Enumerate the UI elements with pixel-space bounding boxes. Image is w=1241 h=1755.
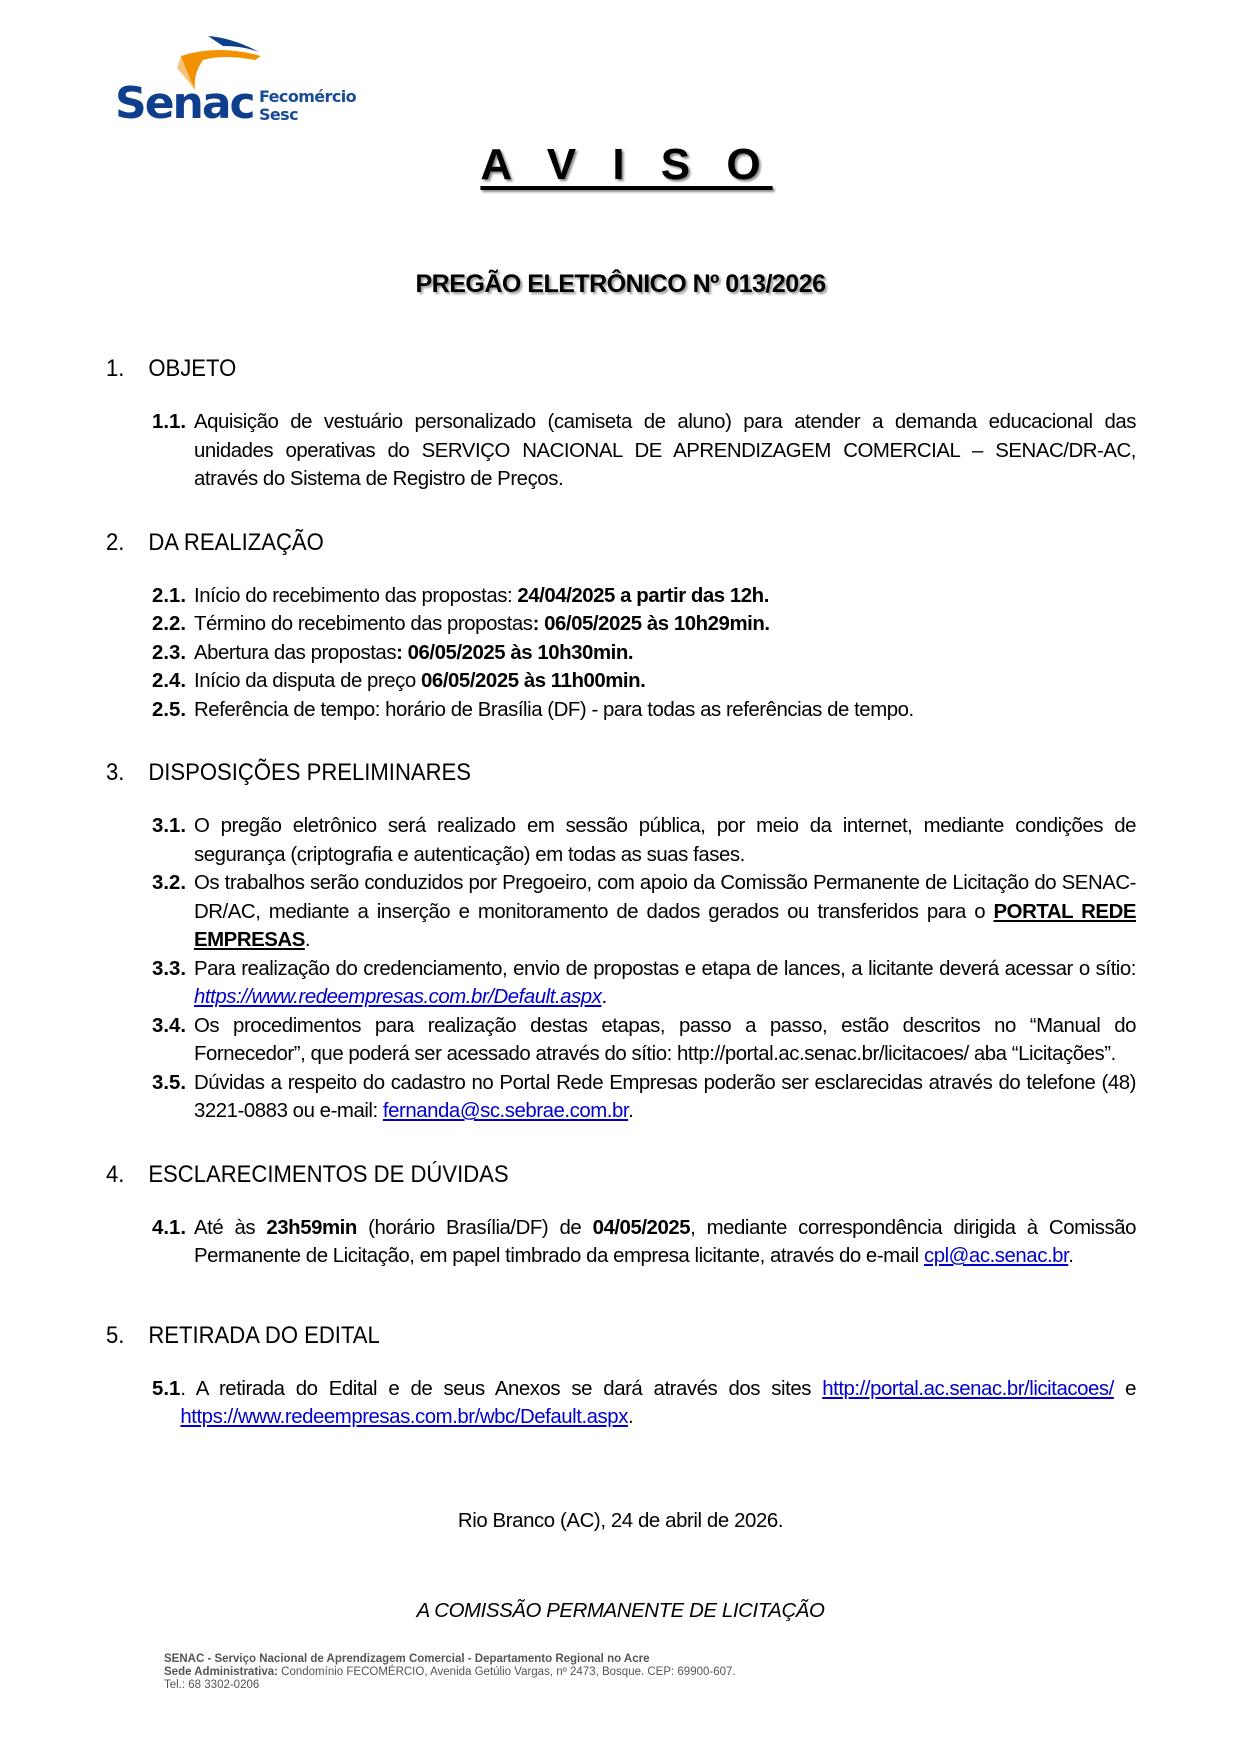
list-item: 3.3. Para realização do credenciamento, envio de propostas e etapa de lances, a licitante deverá acessar o sítio: https://www.redeempresas.com.br/Default.aspx. — [152, 957, 1136, 1008]
list-item: 2.2. Término do recebimento das propostas: 06/05/2025 às 10h29min. — [152, 613, 770, 635]
logo-line-1: Fecomércio — [259, 87, 356, 106]
section-heading: 3. DISPOSIÇÕES PRELIMINARES — [106, 759, 472, 786]
senac-logo — [115, 34, 356, 129]
email-link[interactable]: fernanda@sc.sebrae.com.br — [382, 1100, 629, 1122]
section-items — [152, 812, 1136, 1126]
list-item: 1.1. Aquisição de vestuário personalizado (camiseta de aluno) para atender a demanda educacional das unidades operativas do SERVIÇO NACIONAL DE APRENDIZAGEM COMERCIAL – SENAC/DR-AC, através do Sistema de Registro de Preços. — [152, 411, 1136, 490]
portal-rede-empresas-link[interactable]: PORTAL REDE EMPRESAS — [194, 900, 1136, 951]
list-item: 2.1. Início do recebimento das propostas: 24/04/2025 a partir das 12h. — [152, 584, 769, 607]
list-item: 4.1. Até às 23h59min (horário Brasília/DF) de 04/05/2025, mediante correspondência dirigida à Comissão Permanente de Licitação, em papel timbrado da empresa licitante, através do e-mail cpl@ac.senac.br. — [152, 1216, 1136, 1267]
list-item: 2.5. Referência de tempo: horário de Brasília (DF) - para todas as referências de tempo. — [152, 698, 914, 721]
cpl-email-link[interactable]: cpl@ac.senac.br — [923, 1245, 1069, 1267]
list-item: 5.1 . A retirada do Edital e de seus Anexos se dará através dos sites http://portal.ac.senac.br/licitacoes/ e https://www.redeempresas.com.br/wbc/Default.aspx. — [152, 1377, 1136, 1428]
section-heading: 1. OBJETO — [106, 355, 237, 382]
section-items — [152, 582, 1136, 725]
document-body — [106, 354, 1136, 1432]
footer-line-1: SENAC - Serviço Nacional de Aprendizagem Comercial - Departamento Regional no Acre — [164, 1653, 650, 1665]
notice-subtitle: PREGÃO ELETRÔNICO Nº 013/2026 — [415, 270, 826, 298]
logo-brand: Senac — [115, 78, 254, 129]
list-item: 3.5. Dúvidas a respeito do cadastro no Portal Rede Empresas poderão ser esclarecidas através do telefone (48) 3221-0883 ou e-mail: fernanda@sc.sebrae.com.br. — [152, 1071, 1136, 1122]
section-items — [152, 408, 1136, 494]
redeempresas-link[interactable]: https://www.redeempresas.com.br/Default.aspx — [194, 986, 602, 1008]
section-items — [152, 1375, 1136, 1432]
section-items — [152, 1214, 1136, 1271]
notice-title: A V I S O — [480, 140, 773, 189]
list-item: 3.2. Os trabalhos serão conduzidos por Pregoeiro, com apoio da Comissão Permanente de Licitação do SENAC-DR/AC, mediante a inserção e monitoramento de dados gerados ou transferidos para o PORTAL REDE EMPRESAS. — [152, 872, 1136, 951]
logo-line-2: Sesc — [259, 105, 298, 124]
list-item: 3.1. O pregão eletrônico será realizado em sessão pública, por meio da internet, mediante condições de segurança (criptografia e autenticação) em todas as suas fases. — [152, 815, 1136, 866]
list-item: 2.3. Abertura das propostas: 06/05/2025 às 10h30min. — [152, 641, 634, 664]
section-heading: 2. DA REALIZAÇÃO — [106, 528, 324, 556]
page-footer — [164, 1653, 736, 1692]
section-heading: 4. ESCLARECIMENTOS DE DÚVIDAS — [106, 1160, 509, 1188]
redeempresas-wbc-link[interactable]: https://www.redeempresas.com.br/wbc/Default.aspx — [180, 1406, 628, 1428]
footer-line-2: Sede Administrativa: Condomínio FECOMÉRCIO, Avenida Getúlio Vargas, nº 2473, Bosque. CEP: 69900-607. — [164, 1666, 736, 1678]
list-item: 3.4. Os procedimentos para realização destas etapas, passo a passo, estão descritos no “Manual do Fornecedor”, que poderá ser acessado através do sítio: http://portal.ac.senac.br/licitacoes/ aba “Licitações”. — [152, 1014, 1136, 1065]
signature-commission: A COMISSÃO PERMANENTE DE LICITAÇÃO — [416, 1600, 825, 1622]
section-heading: 5. RETIRADA DO EDITAL — [106, 1321, 380, 1349]
footer-line-3: Tel.: 68 3302-0206 — [164, 1679, 260, 1691]
list-item: 2.4. Início da disputa de preço 06/05/2025 às 11h00min. — [152, 670, 646, 692]
portal-senac-link[interactable]: http://portal.ac.senac.br/licitacoes/ — [822, 1377, 1114, 1400]
place-date: Rio Branco (AC), 24 de abril de 2026. — [457, 1510, 784, 1532]
